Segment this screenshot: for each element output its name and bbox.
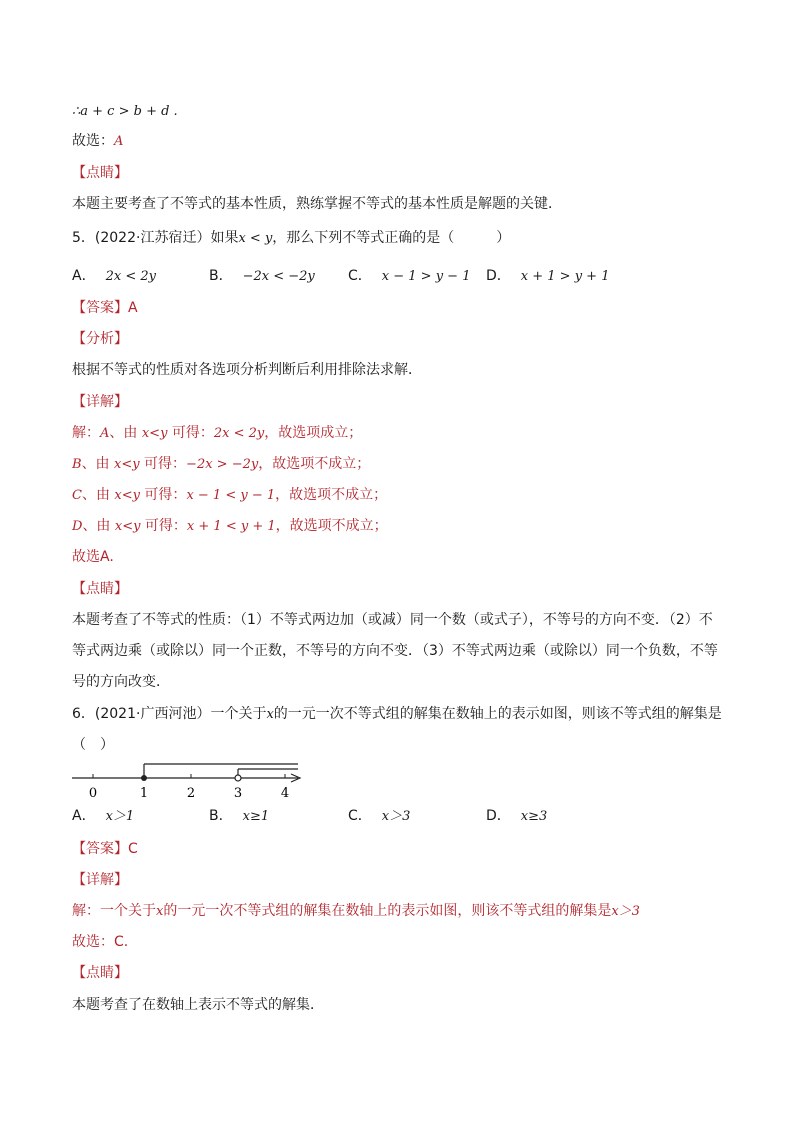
detail-cond: x<y	[114, 488, 140, 503]
q5-dianjing-line: 等式两边乘（或除以）同一个正数，不等号的方向不变．（3）不等式两边乘（或除以）同一个负数，不等	[72, 643, 718, 659]
q6-option-b-expr: x≥1	[242, 809, 270, 824]
q6-detail-var: x	[156, 904, 164, 919]
q5-dianjing-label: 【点睛】	[72, 581, 128, 597]
q6-dianjing-label: 【点睛】	[72, 965, 128, 981]
q6-answer-label: 【答案】	[72, 841, 128, 857]
q6-option-b-letter: B．	[209, 808, 233, 824]
q6-stem-suffix: 的一元一次不等式组的解集在数轴上的表示如图，则该不等式组的解集是	[273, 706, 722, 722]
q6-answer-value: C	[128, 841, 138, 857]
detail-cond: x<y	[141, 426, 168, 441]
q5-answer-value: A	[128, 300, 138, 316]
detail-get: 可得：	[140, 518, 187, 534]
q6-stem-prefix: 6．(2021·广西河池）一个关于	[72, 706, 267, 722]
tick-label: 4	[280, 786, 290, 801]
conclusion-line	[72, 101, 178, 122]
detail-get: 可得：	[139, 456, 187, 472]
q6-detail-line	[72, 901, 640, 922]
q6-option-d	[486, 806, 547, 827]
q5-answer	[72, 298, 138, 318]
q5-choose: 故选A.	[72, 549, 114, 565]
q6-stem-var: x	[266, 707, 274, 722]
conclusion-math: ∴a + c > b + d .	[72, 104, 178, 119]
detail-letter: A	[100, 426, 110, 441]
detail-mid: 、由	[82, 518, 115, 534]
q5-answer-label: 【答案】	[72, 300, 128, 316]
closed-point-1	[141, 775, 147, 781]
dianjing-label-prev: 【点睛】	[72, 165, 128, 181]
q6-option-d-expr: x≥3	[520, 809, 548, 824]
q6-choose: 故选：C.	[72, 934, 129, 950]
detail-expr: −2x > −2y	[186, 457, 259, 472]
detail-mid: 、由	[81, 456, 115, 472]
detail-post: ，故选项成立；	[264, 425, 363, 441]
detail-get: 可得：	[139, 487, 187, 503]
q6-detail-mid: 的一元一次不等式组的解集在数轴上的表示如图，则该不等式组的解集是	[163, 903, 612, 919]
detail-letter: C	[72, 488, 82, 503]
q5-detail-line	[72, 423, 362, 444]
detail-get: 可得：	[167, 425, 214, 441]
number-line-figure	[70, 760, 306, 802]
choose-line-prev	[72, 131, 123, 152]
q5-option-d	[486, 266, 609, 287]
q5-analysis-text: 根据不等式的性质对各选项分析判断后利用排除法求解．	[72, 362, 422, 378]
q5-option-a	[72, 266, 156, 287]
q6-option-c-expr: x＞3	[381, 809, 411, 824]
q5-option-b-expr: −2x < −2y	[242, 269, 315, 284]
detail-post: ，故选项不成立；	[275, 518, 388, 534]
detail-cond: x<y	[114, 519, 141, 534]
q6-option-c-letter: C．	[348, 808, 372, 824]
q5-detail-line	[72, 485, 387, 506]
detail-letter: D	[72, 519, 83, 534]
q5-option-b	[209, 266, 315, 287]
q5-stem-prefix: 5．(2022·江苏宿迁）如果	[72, 230, 239, 246]
q5-dianjing-line: 号的方向改变．	[72, 674, 170, 690]
detail-post: ，故选项不成立；	[275, 487, 388, 503]
detail-letter: B	[72, 457, 82, 472]
q5-stem-math: x < y	[238, 231, 273, 246]
q5-option-b-letter: B．	[209, 268, 233, 284]
open-point-3	[235, 775, 241, 781]
q6-option-a-expr: x＞1	[105, 809, 135, 824]
q6-detail-label: 【详解】	[72, 872, 128, 888]
q6-stem-line2: （ ）	[72, 737, 114, 753]
choose-prefix: 故选：	[72, 133, 114, 149]
q5-stem	[72, 228, 510, 249]
tick-label: 0	[88, 786, 98, 801]
q5-stem-suffix: ，那么下列不等式正确的是（ ）	[272, 230, 511, 246]
q6-option-a	[72, 806, 134, 827]
q6-option-c	[348, 806, 410, 827]
q5-option-a-expr: 2x < 2y	[105, 269, 156, 284]
q5-dianjing-line: 本题考查了不等式的性质：（1）不等式两边加（或减）同一个数（或式子），不等号的方向不变．（2）不	[72, 612, 713, 628]
dianjing-text-prev: 本题主要考查了不等式的基本性质，熟练掌握不等式的基本性质是解题的关键．	[72, 196, 562, 212]
detail-cond: x<y	[114, 457, 140, 472]
detail-mid: 、由	[109, 425, 142, 441]
q5-option-c-letter: C．	[348, 268, 372, 284]
q5-option-c-expr: x − 1 > y − 1	[381, 269, 471, 284]
detail-mid: 、由	[81, 487, 115, 503]
detail-expr: x + 1 < y + 1	[186, 519, 276, 534]
tick-label: 1	[139, 786, 149, 801]
detail-pre: 解：	[72, 425, 100, 441]
q5-detail-label: 【详解】	[72, 394, 128, 410]
q5-option-d-letter: D．	[486, 268, 511, 284]
q6-stem	[72, 704, 722, 725]
q6-answer	[72, 839, 138, 859]
detail-expr: x − 1 < y − 1	[186, 488, 276, 503]
q5-option-d-expr: x + 1 > y + 1	[520, 269, 610, 284]
choose-answer: A	[114, 134, 124, 149]
q5-analysis-label: 【分析】	[72, 331, 128, 347]
q5-option-c	[348, 266, 470, 287]
tick-label: 3	[233, 786, 243, 801]
q5-detail-line	[72, 516, 388, 537]
q6-option-a-letter: A．	[72, 808, 96, 824]
detail-post: ，故选项不成立；	[258, 456, 371, 472]
detail-expr: 2x < 2y	[213, 426, 265, 441]
tick-label: 2	[186, 786, 196, 801]
q6-detail-pre: 解：一个关于	[72, 903, 156, 919]
q5-option-a-letter: A．	[72, 268, 96, 284]
q6-dianjing-text: 本题考查了在数轴上表示不等式的解集．	[72, 997, 324, 1013]
q6-option-d-letter: D．	[486, 808, 511, 824]
q6-detail-result: x＞3	[611, 904, 640, 919]
q5-detail-line	[72, 454, 370, 475]
q6-option-b	[209, 806, 269, 827]
